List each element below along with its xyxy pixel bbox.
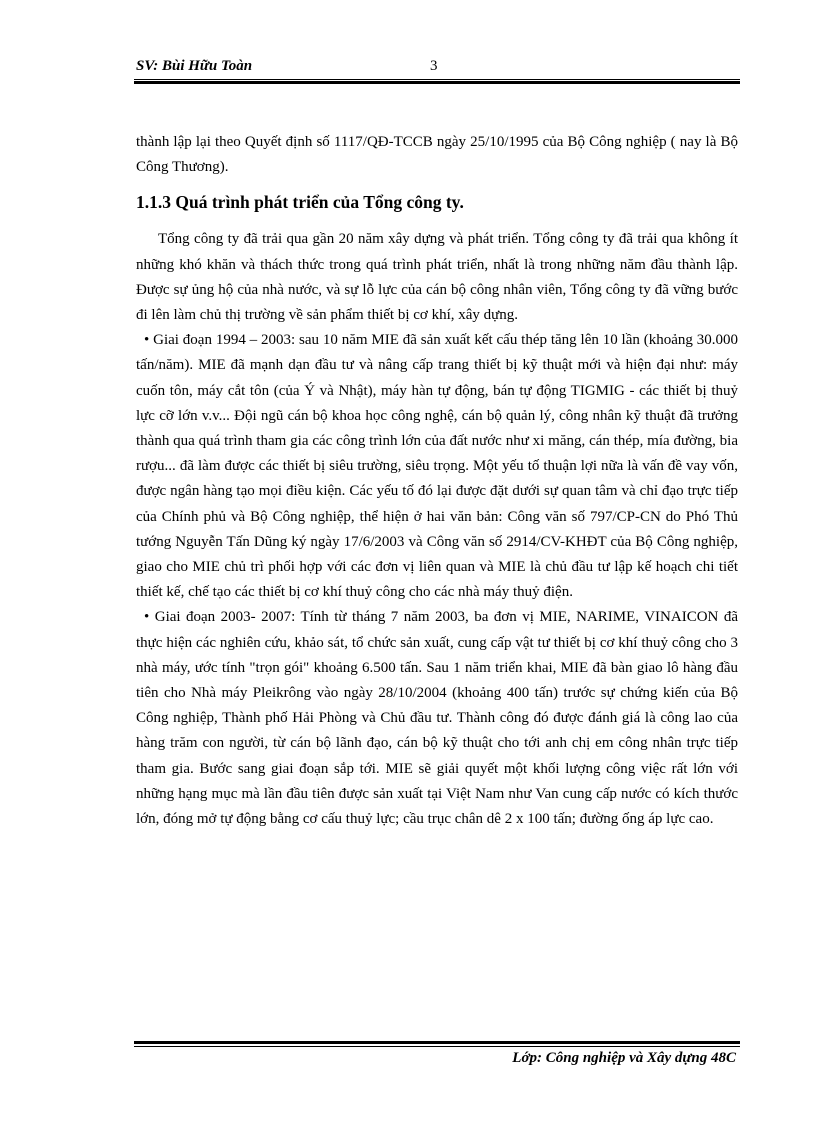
header-rule-thick	[134, 81, 740, 84]
page-header	[134, 58, 740, 80]
footer-class-label: Lớp: Công nghiệp và Xây dựng 48C	[512, 1050, 736, 1066]
page-number: 3	[430, 58, 438, 74]
paragraph-development: Tổng công ty đã trải qua gần 20 năm xây dựng và phát triển. Tổng công ty đã trải qua không ít những khó khăn và thách thức trong quá trình phát triển, nhất là trong những năm đầu thành lập. Được sự ủng hộ của nhà nước, và sự lỗ lực của cán bộ công nhân viên, Tổng công ty đã vững bước đi lên làm chủ thị trường về sản phẩm thiết bị cơ khí, xây dựng.	[136, 231, 738, 324]
bullet-period-1994-2003	[136, 328, 738, 605]
bullet-text: Giai đoạn 2003- 2007: Tính từ tháng 7 năm 2003, ba đơn vị MIE, NARIME, VINAICON đã thực hiện các nghiên cứu, khảo sát, tổ chức sản xuất, cung cấp vật tư thiết bị cơ khí thuỷ công cho 3 nhà máy, ước tính "trọn gói" khoảng 6.500 tấn. Sau 1 năm triển khai, MIE đã bàn giao lô hàng đầu tiên cho Nhà máy Pleikrông vào ngày 28/10/2004 (khoảng 400 tấn) trước sự chứng kiến của Bộ Công nghiệp, Thành phố Hải Phòng và Chủ đầu tư. Thành công đó được đánh giá là công lao của hàng trăm con người, từ cán bộ lãnh đạo, cán bộ kỹ thuật cho tới anh chị em công nhân trực tiếp tham gia. Bước sang giai đoạn sắp tới. MIE sẽ giải quyết một khối lượng công việc rất lớn với những hạng mục mà lần đầu tiên được sản xuất tại Việt Nam như Van cung cấp nước có kích thước lớn, đóng mở tự động bằng cơ cấu thuỷ lực; cầu trục chân dê 2 x 100 tấn; đường ống áp lực cao.	[136, 609, 738, 828]
footer-rule-thin	[134, 1046, 740, 1047]
header-rule-thin	[134, 79, 740, 80]
bullet-period-2003-2007	[136, 605, 738, 832]
intro-paragraph: thành lập lại theo Quyết định số 1117/QĐ-TCCB ngày 25/10/1995 của Bộ Công nghiệp ( nay là Bộ Công Thương).	[136, 134, 738, 176]
section-heading: 1.1.3 Quá trình phát triển của Tổng công ty.	[136, 192, 464, 213]
document-body	[136, 130, 738, 832]
bullet-icon: •	[144, 609, 150, 626]
footer-rule-thick	[134, 1041, 740, 1044]
bullet-icon: •	[144, 332, 150, 349]
student-name: SV: Bùi Hữu Toàn	[136, 58, 253, 74]
bullet-text: Giai đoạn 1994 – 2003: sau 10 năm MIE đã sản xuất kết cấu thép tăng lên 10 lần (khoảng 30.000 tấn/năm). MIE đã mạnh dạn đầu tư và nâng cấp trang thiết bị kỹ thuật mới và hiện đại như: máy cuốn tôn, máy cắt tôn (của Ý và Nhật), máy hàn tự động, bán tự động TIGMIG - các thiết bị thuỷ lực cỡ lớn v.v... Đội ngũ cán bộ khoa học công nghệ, cán bộ quản lý, công nhân kỹ thuật đã trưởng thành qua quá trình tham gia các công trình lớn của đất nước như xi măng, cán thép, mía đường, bia rượu... đã làm được các thiết bị siêu trường, siêu trọng. Một yếu tố thuận lợi nữa là vấn đề vay vốn, được ngân hàng tạo mọi điều kiện. Các yếu tố đó lại được đặt dưới sự quan tâm và chỉ đạo trực tiếp của Chính phủ và Bộ Công nghiệp, thể hiện ở hai văn bản: Công văn số 797/CP-CN do Phó Thủ tướng Nguyễn Tấn Dũng ký ngày 17/6/2003 và Công văn số 2914/CV-KHĐT của Bộ Công nghiệp, giao cho MIE chủ trì phối hợp với các đơn vị liên quan và MIE là chủ đầu tư lập kế hoạch chi tiết thiết kế, chế tạo các thiết bị cơ khí thuỷ công cho các nhà máy thuỷ điện.	[136, 332, 738, 601]
